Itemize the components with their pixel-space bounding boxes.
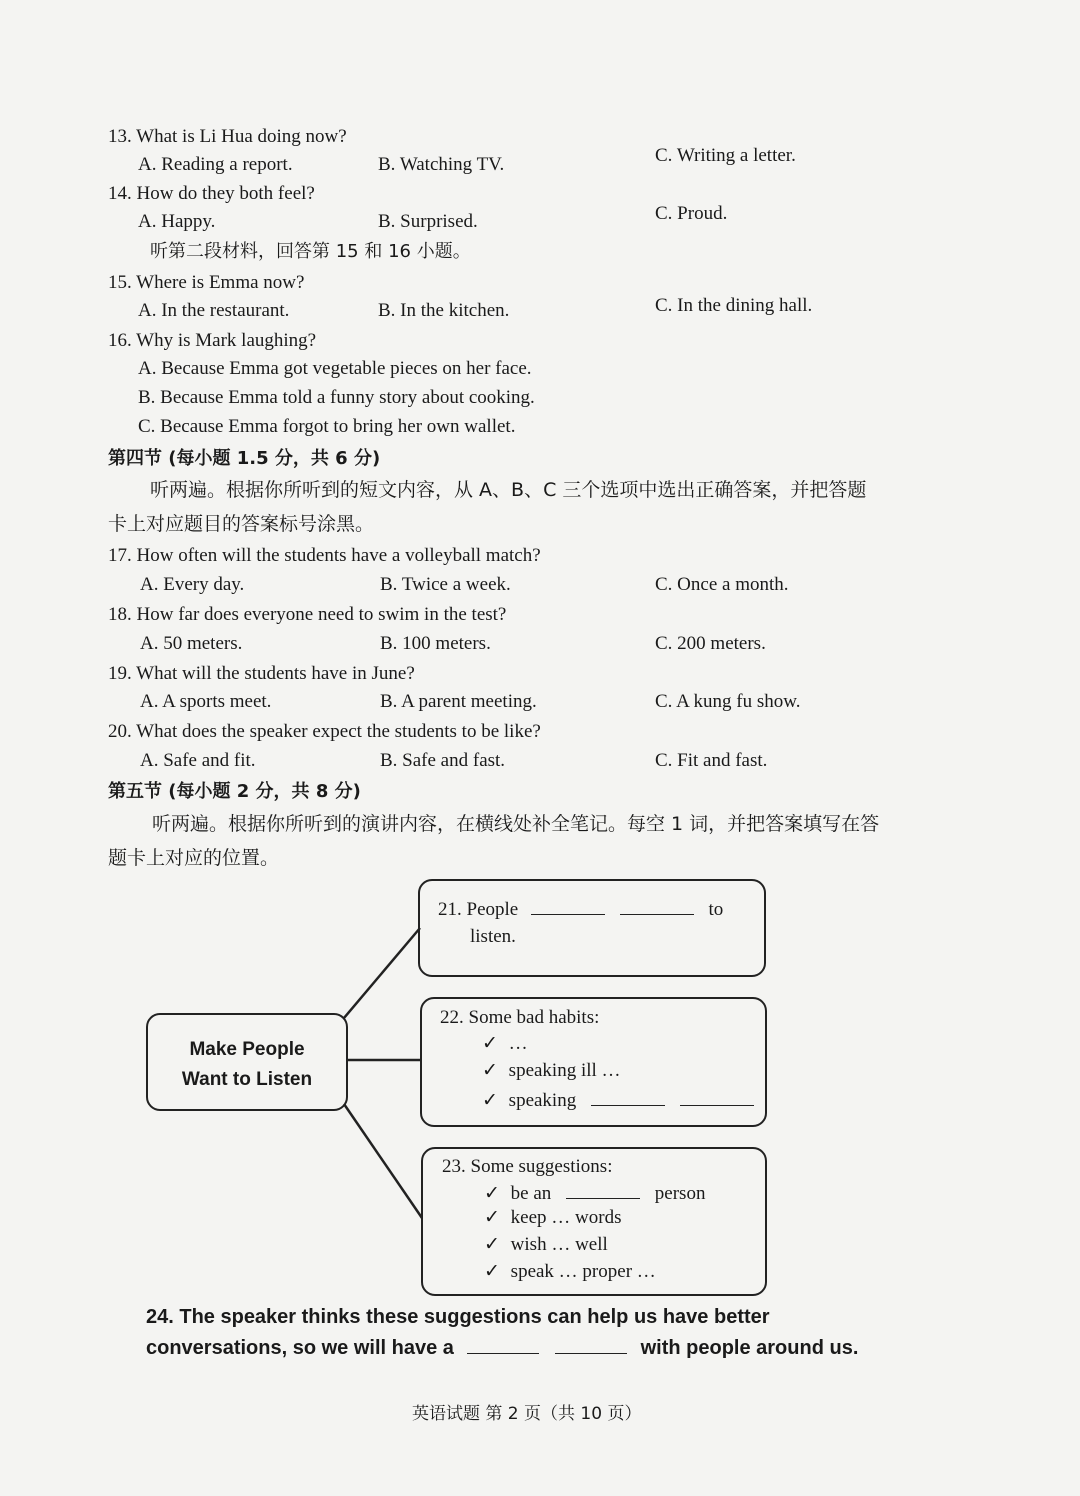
- q23-item-4: [484, 1260, 656, 1284]
- q14-stem: 14. How do they both feel?: [108, 183, 315, 204]
- q18-stem: 18. How far does everyone need to swim in the test?: [108, 604, 507, 625]
- q22-item-1-text: …: [508, 1033, 528, 1054]
- q24-blank-1[interactable]: [467, 1335, 539, 1354]
- q23-item-2: [484, 1206, 621, 1230]
- check-icon: ✓: [482, 1090, 498, 1111]
- q24-line2: [146, 1335, 858, 1360]
- check-icon: ✓: [484, 1207, 500, 1228]
- q23-title: 23. Some suggestions:: [442, 1156, 613, 1177]
- q22-item-2: [482, 1059, 621, 1083]
- q23-item-3-text: wish … well: [510, 1234, 608, 1255]
- connector-21: [344, 928, 420, 1018]
- q23-item-3: [484, 1233, 608, 1257]
- q15-option-c: C. In the dining hall.: [655, 295, 813, 316]
- q23-item-2-text: keep … words: [510, 1207, 622, 1228]
- q21-prefix: 21. People: [438, 899, 519, 920]
- section5-instruction-line2: 题卡上对应的位置。: [108, 847, 280, 869]
- mindmap-center-line2: Want to Listen: [181, 1069, 313, 1090]
- section4-instruction-line2: 卡上对应题目的答案标号涂黑。: [108, 513, 375, 535]
- q14-option-a: A. Happy.: [138, 211, 216, 232]
- section5-title: 第五节 (每小题 2 分，共 8 分): [108, 781, 361, 802]
- q21-to: to: [708, 899, 724, 920]
- section4-instruction-line1: 听两遍。根据你所听到的短文内容，从 A、B、C 三个选项中选出正确答案，并把答题: [150, 479, 867, 501]
- q18-option-b: B. 100 meters.: [380, 633, 491, 654]
- check-icon: ✓: [484, 1183, 500, 1204]
- q16-option-a: A. Because Emma got vegetable pieces on her face.: [138, 358, 532, 379]
- q13-option-a: A. Reading a report.: [138, 154, 293, 175]
- section5-instruction-line1: 听两遍。根据你所听到的演讲内容，在横线处补全笔记。每空 1 词，并把答案填写在答: [152, 813, 880, 835]
- part2-instruction: 听第二段材料，回答第 15 和 16 小题。: [150, 241, 471, 262]
- q22-item-1: [482, 1032, 528, 1056]
- q24-line1: 24. The speaker thinks these suggestions can help us have better: [146, 1306, 770, 1328]
- q24-blank-2[interactable]: [555, 1335, 627, 1354]
- q24-line2-pre: conversations, so we will have a: [146, 1337, 454, 1359]
- q19-option-c: C. A kung fu show.: [655, 691, 801, 712]
- q14-option-b: B. Surprised.: [378, 211, 478, 232]
- q22-blank-1[interactable]: [591, 1087, 665, 1106]
- check-icon: ✓: [482, 1033, 498, 1054]
- q17-option-b: B. Twice a week.: [380, 574, 511, 595]
- q23-item-1: [484, 1180, 705, 1206]
- q22-item-3: [482, 1087, 754, 1113]
- connector-23: [344, 1104, 422, 1218]
- q20-option-c: C. Fit and fast.: [655, 750, 768, 771]
- q16-stem: 16. Why is Mark laughing?: [108, 330, 317, 351]
- q21-text: [438, 896, 723, 922]
- q22-title: 22. Some bad habits:: [440, 1007, 600, 1028]
- q15-option-b: B. In the kitchen.: [378, 300, 510, 321]
- q19-option-a: A. A sports meet.: [140, 691, 272, 712]
- check-icon: ✓: [484, 1234, 500, 1255]
- q17-stem: 17. How often will the students have a volleyball match?: [108, 545, 541, 566]
- q23-item-4-text: speak … proper …: [510, 1261, 656, 1282]
- q21-line2: listen.: [470, 926, 516, 947]
- q15-option-a: A. In the restaurant.: [138, 300, 290, 321]
- section4-title: 第四节 (每小题 1.5 分，共 6 分): [108, 448, 381, 469]
- q20-stem: 20. What does the speaker expect the students to be like?: [108, 721, 541, 742]
- q20-option-b: B. Safe and fast.: [380, 750, 506, 771]
- q22-item-2-text: speaking ill …: [508, 1060, 621, 1081]
- page-footer: 英语试题 第 2 页（共 10 页）: [412, 1404, 642, 1424]
- mindmap-center-box: [146, 1013, 348, 1111]
- q21-blank-1[interactable]: [531, 896, 605, 915]
- q22-item-3-text: speaking: [508, 1090, 577, 1111]
- q20-option-a: A. Safe and fit.: [140, 750, 256, 771]
- mindmap-center-line1: Make People: [189, 1039, 305, 1060]
- q19-stem: 19. What will the students have in June?: [108, 663, 415, 684]
- q19-option-b: B. A parent meeting.: [380, 691, 537, 712]
- q16-option-c: C. Because Emma forgot to bring her own wallet.: [138, 416, 516, 437]
- q14-option-c: C. Proud.: [655, 203, 728, 224]
- q13-stem: 13. What is Li Hua doing now?: [108, 126, 347, 147]
- check-icon: ✓: [484, 1261, 500, 1282]
- q18-option-a: A. 50 meters.: [140, 633, 243, 654]
- q13-option-c: C. Writing a letter.: [655, 145, 796, 166]
- q23-blank[interactable]: [566, 1180, 640, 1199]
- q21-blank-2[interactable]: [620, 896, 694, 915]
- q24-line2-post: with people around us.: [640, 1337, 859, 1359]
- q23-item-1-post: person: [654, 1183, 706, 1204]
- q17-option-a: A. Every day.: [140, 574, 245, 595]
- q22-blank-2[interactable]: [680, 1087, 754, 1106]
- q13-option-b: B. Watching TV.: [378, 154, 505, 175]
- q23-item-1-pre: be an: [510, 1183, 552, 1204]
- q17-option-c: C. Once a month.: [655, 574, 789, 595]
- q16-option-b: B. Because Emma told a funny story about cooking.: [138, 387, 535, 408]
- q18-option-c: C. 200 meters.: [655, 633, 766, 654]
- check-icon: ✓: [482, 1060, 498, 1081]
- q15-stem: 15. Where is Emma now?: [108, 272, 305, 293]
